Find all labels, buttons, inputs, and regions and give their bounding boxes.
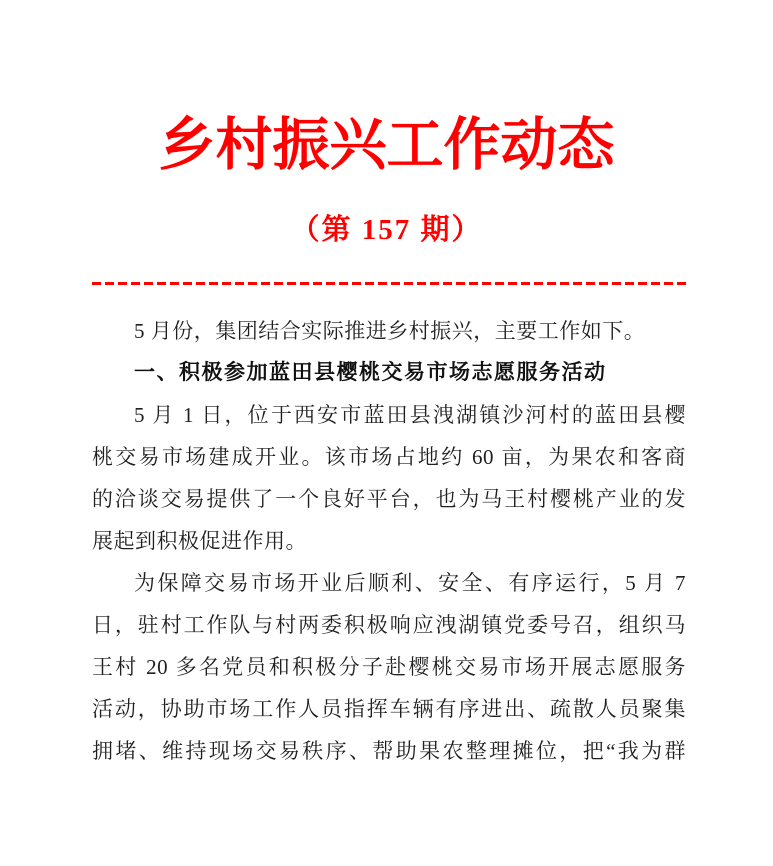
text-line: 王村 20 多名党员和积极分子赴樱桃交易市场开展志愿服务	[92, 655, 686, 679]
paragraph	[92, 394, 686, 562]
text-line: 日，驻村工作队与村两委积极响应洩湖镇党委号召，组织马	[92, 613, 686, 637]
text-line: 拥堵、维持现场交易秩序、帮助果农整理摊位，把“我为群	[92, 739, 686, 763]
text-line: 一、积极参加蓝田县樱桃交易市场志愿服务活动	[134, 361, 607, 384]
text-line: 的洽谈交易提供了一个良好平台，也为马王村樱桃产业的发	[92, 487, 686, 511]
document-body	[92, 310, 686, 772]
text-line: 桃交易市场建成开业。该市场占地约 60 亩，为果农和客商	[92, 445, 686, 469]
text-line: 为保障交易市场开业后顺利、安全、有序运行，5 月 7	[134, 571, 686, 595]
section-heading	[92, 352, 686, 394]
text-line: 活动，协助市场工作人员指挥车辆有序进出、疏散人员聚集	[92, 697, 686, 721]
red-dashed-divider	[92, 282, 686, 285]
paragraph	[92, 562, 686, 772]
paragraph	[92, 310, 686, 352]
text-line: 5 月 1 日，位于西安市蓝田县洩湖镇沙河村的蓝田县樱	[134, 403, 686, 427]
document-title: 乡村振兴工作动态	[158, 114, 615, 177]
text-line: 5 月份，集团结合实际推进乡村振兴，主要工作如下。	[134, 319, 646, 343]
text-line: 展起到积极促进作用。	[92, 529, 307, 553]
issue-number: （第 157 期）	[290, 214, 483, 246]
